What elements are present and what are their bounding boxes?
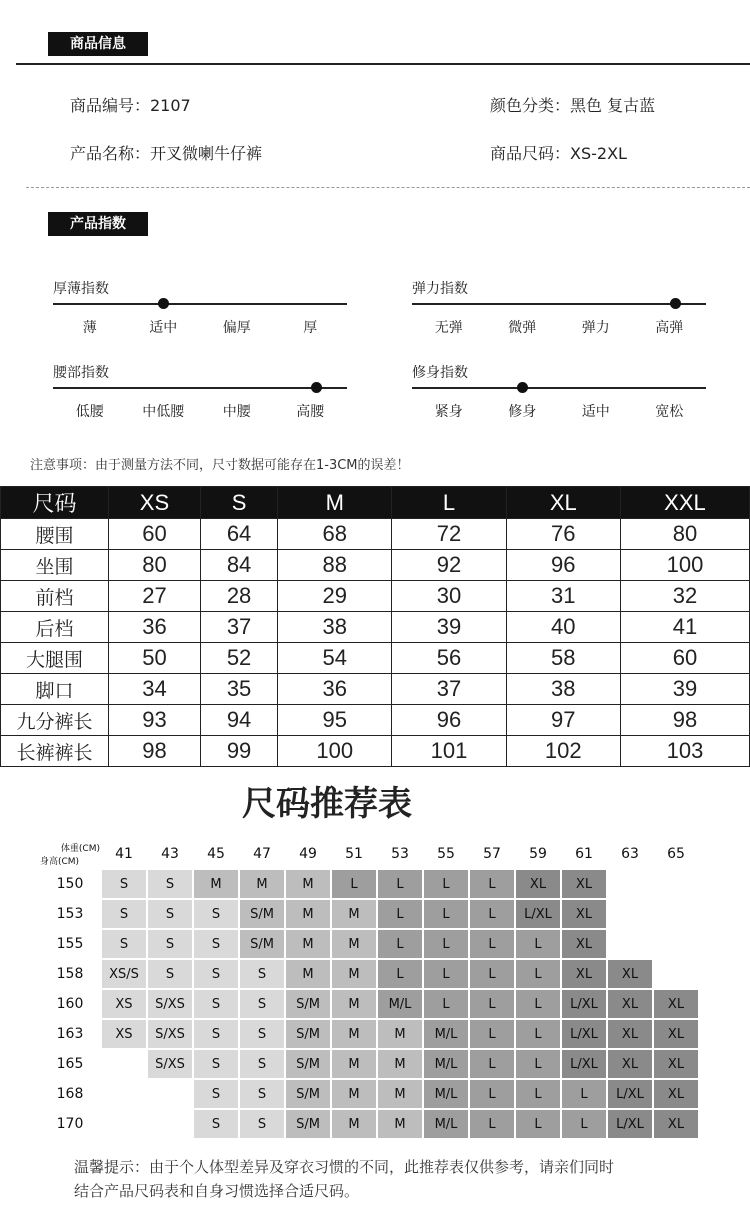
- recommend-cell: L/XL: [562, 1050, 606, 1078]
- size-cell: 94: [200, 705, 277, 736]
- index-marker: [517, 382, 528, 393]
- recommend-cell: L: [562, 1080, 606, 1108]
- weight-header: 65: [654, 840, 698, 868]
- recommend-cell: L/XL: [608, 1110, 652, 1138]
- recommend-cell: S: [102, 930, 146, 958]
- recommend-cell: L/XL: [562, 990, 606, 1018]
- recommend-cell: XL: [654, 1050, 698, 1078]
- size-cell: 32: [620, 581, 749, 612]
- index-label: 中低腰: [142, 404, 185, 420]
- size-cell: 92: [392, 550, 506, 581]
- recommend-cell: L: [470, 990, 514, 1018]
- index-label: 薄: [82, 320, 97, 336]
- recommend-cell: S: [240, 990, 284, 1018]
- size-row-label: 坐围: [1, 550, 109, 581]
- height-header: 165: [40, 1050, 100, 1078]
- size-row: [1, 612, 750, 643]
- weight-header: 53: [378, 840, 422, 868]
- size-cell: 31: [506, 581, 620, 612]
- size-cell: 80: [109, 550, 201, 581]
- recommend-cell: L: [470, 1050, 514, 1078]
- size-row: [1, 736, 750, 767]
- size-header-cell: XXL: [620, 487, 749, 519]
- size-range: 商品尺码：XS-2XL: [490, 144, 627, 163]
- recommend-cell: XL: [608, 1020, 652, 1048]
- recommend-cell: L: [516, 1080, 560, 1108]
- dotted-divider: [26, 187, 750, 188]
- size-cell: 76: [506, 519, 620, 550]
- size-cell: 96: [392, 705, 506, 736]
- recommend-cell: L: [332, 870, 376, 898]
- recommend-cell: XL: [562, 930, 606, 958]
- size-cell: 27: [109, 581, 201, 612]
- recommend-cell: XS: [102, 1020, 146, 1048]
- recommend-cell: L: [378, 930, 422, 958]
- weight-header: 63: [608, 840, 652, 868]
- product-index-tag: 产品指数: [48, 212, 148, 236]
- recommend-cell: M/L: [378, 990, 422, 1018]
- size-cell: 29: [278, 581, 392, 612]
- weight-header: 45: [194, 840, 238, 868]
- size-cell: 52: [200, 643, 277, 674]
- recommend-cell: S/XS: [148, 1020, 192, 1048]
- size-row: [1, 550, 750, 581]
- size-row: [1, 643, 750, 674]
- size-cell: 68: [278, 519, 392, 550]
- size-row-label: 长裤裤长: [1, 736, 109, 767]
- recommend-title: 尺码推荐表: [242, 784, 412, 824]
- recommend-cell: [654, 900, 698, 928]
- recommend-cell: S/XS: [148, 990, 192, 1018]
- size-cell: 58: [506, 643, 620, 674]
- size-cell: 41: [620, 612, 749, 643]
- recommend-cell: XL: [562, 960, 606, 988]
- recommend-row: [40, 1050, 698, 1078]
- index-title: 修身指数: [412, 365, 468, 381]
- item-number: 商品编号：2107: [70, 96, 191, 115]
- recommend-cell: M: [286, 900, 330, 928]
- recommend-row: [40, 870, 698, 898]
- recommend-cell: [102, 1080, 146, 1108]
- recommend-cell: L: [470, 900, 514, 928]
- size-cell: 80: [620, 519, 749, 550]
- recommend-cell: M: [286, 960, 330, 988]
- recommend-cell: M: [286, 930, 330, 958]
- recommend-cell: M: [332, 900, 376, 928]
- height-header: 163: [40, 1020, 100, 1048]
- recommend-row: [40, 930, 698, 958]
- weight-header: 47: [240, 840, 284, 868]
- size-row: [1, 581, 750, 612]
- index-marker: [311, 382, 322, 393]
- size-cell: 88: [278, 550, 392, 581]
- size-cell: 38: [506, 674, 620, 705]
- recommend-cell: L: [470, 1080, 514, 1108]
- recommend-cell: M: [286, 870, 330, 898]
- size-cell: 84: [200, 550, 277, 581]
- size-row-label: 脚口: [1, 674, 109, 705]
- size-cell: 98: [620, 705, 749, 736]
- weight-header: 43: [148, 840, 192, 868]
- index-title: 弹力指数: [412, 281, 468, 297]
- recommend-cell: XL: [654, 1080, 698, 1108]
- size-header-cell: XS: [109, 487, 201, 519]
- size-cell: 34: [109, 674, 201, 705]
- recommend-cell: XL: [608, 990, 652, 1018]
- index-2: [53, 362, 347, 421]
- product-name: 产品名称：开叉微喇牛仔裤: [70, 144, 263, 163]
- index-label: 低腰: [75, 404, 104, 420]
- size-row: [1, 705, 750, 736]
- recommend-cell: XS/S: [102, 960, 146, 988]
- recommend-cell: S: [240, 1110, 284, 1138]
- recommend-cell: S: [194, 960, 238, 988]
- recommend-cell: M: [332, 990, 376, 1018]
- recommend-cell: L: [562, 1110, 606, 1138]
- size-row-label: 前档: [1, 581, 109, 612]
- size-row: [1, 674, 750, 705]
- recommend-cell: XS: [102, 990, 146, 1018]
- size-cell: 101: [392, 736, 506, 767]
- index-track: [412, 303, 706, 305]
- recommend-row: [40, 960, 698, 988]
- recommend-row: [40, 900, 698, 928]
- recommend-cell: S: [194, 1020, 238, 1048]
- size-cell: 28: [200, 581, 277, 612]
- color-options: 颜色分类：黑色 复古蓝: [490, 96, 656, 115]
- recommend-row: [40, 1020, 698, 1048]
- measurement-note: 注意事项：由于测量方法不同，尺寸数据可能存在1-3CM的误差！: [30, 458, 410, 473]
- recommend-cell: S/M: [286, 1020, 330, 1048]
- recommend-cell: M: [378, 1110, 422, 1138]
- recommend-row: [40, 1110, 698, 1138]
- recommend-cell: [608, 930, 652, 958]
- size-header-cell: S: [200, 487, 277, 519]
- recommend-cell: M: [240, 870, 284, 898]
- recommend-cell: L: [470, 960, 514, 988]
- recommend-cell: M: [332, 1020, 376, 1048]
- size-cell: 60: [109, 519, 201, 550]
- size-cell: 95: [278, 705, 392, 736]
- corner-weight-label: 体重(CM): [60, 844, 100, 854]
- recommend-cell: M: [378, 1020, 422, 1048]
- size-header-cell: XL: [506, 487, 620, 519]
- recommend-cell: S: [194, 990, 238, 1018]
- index-label: 弹力: [581, 320, 610, 336]
- weight-header: 61: [562, 840, 606, 868]
- size-row-label: 九分裤长: [1, 705, 109, 736]
- recommend-cell: L: [470, 1020, 514, 1048]
- height-header: 160: [40, 990, 100, 1018]
- size-cell: 30: [392, 581, 506, 612]
- size-header-cell: L: [392, 487, 506, 519]
- height-header: 170: [40, 1110, 100, 1138]
- recommend-cell: S: [240, 1080, 284, 1108]
- index-label: 偏厚: [222, 320, 251, 336]
- recommend-cell: M: [332, 930, 376, 958]
- index-track: [412, 387, 706, 389]
- recommend-cell: M: [378, 1080, 422, 1108]
- recommend-cell: S: [148, 960, 192, 988]
- index-marker: [158, 298, 169, 309]
- index-1: [412, 278, 706, 337]
- divider: [16, 63, 750, 65]
- height-header: 155: [40, 930, 100, 958]
- size-cell: 98: [109, 736, 201, 767]
- size-cell: 37: [392, 674, 506, 705]
- recommend-cell: XL: [654, 990, 698, 1018]
- index-label: 修身: [508, 404, 537, 420]
- recommend-cell: M: [332, 1110, 376, 1138]
- index-0: [53, 278, 347, 337]
- recommend-cell: [654, 960, 698, 988]
- size-cell: 38: [278, 612, 392, 643]
- size-cell: 60: [620, 643, 749, 674]
- recommend-cell: L: [516, 990, 560, 1018]
- index-label: 宽松: [655, 404, 684, 420]
- size-cell: 72: [392, 519, 506, 550]
- recommend-cell: L: [516, 960, 560, 988]
- size-cell: 102: [506, 736, 620, 767]
- height-header: 153: [40, 900, 100, 928]
- size-cell: 93: [109, 705, 201, 736]
- recommend-cell: S: [194, 900, 238, 928]
- size-cell: 40: [506, 612, 620, 643]
- height-header: 168: [40, 1080, 100, 1108]
- size-cell: 99: [200, 736, 277, 767]
- recommend-cell: L: [424, 930, 468, 958]
- size-cell: 37: [200, 612, 277, 643]
- recommend-cell: [608, 900, 652, 928]
- recommend-cell: L: [516, 1020, 560, 1048]
- index-label: 紧身: [434, 404, 463, 420]
- recommend-cell: XL: [654, 1020, 698, 1048]
- recommend-row: [40, 1080, 698, 1108]
- size-cell: 64: [200, 519, 277, 550]
- product-info-tag: 商品信息: [48, 32, 148, 56]
- recommend-cell: L: [378, 870, 422, 898]
- recommend-cell: M/L: [424, 1050, 468, 1078]
- weight-header: 51: [332, 840, 376, 868]
- size-cell: 39: [392, 612, 506, 643]
- recommend-cell: S: [240, 1050, 284, 1078]
- weight-header: 55: [424, 840, 468, 868]
- index-label: 厚: [303, 320, 318, 336]
- index-track: [53, 303, 347, 305]
- size-row-label: 大腿围: [1, 643, 109, 674]
- recommend-cell: XL: [654, 1110, 698, 1138]
- recommend-cell: L: [470, 1110, 514, 1138]
- size-cell: 103: [620, 736, 749, 767]
- recommend-cell: S/M: [286, 1050, 330, 1078]
- recommend-cell: L: [424, 870, 468, 898]
- recommend-cell: XL: [608, 960, 652, 988]
- recommend-cell: L: [424, 990, 468, 1018]
- recommend-cell: S: [148, 930, 192, 958]
- size-table: [0, 486, 750, 767]
- recommend-cell: [148, 1080, 192, 1108]
- index-label: 高腰: [296, 404, 325, 420]
- recommend-table: [38, 838, 700, 1140]
- recommend-cell: S: [194, 1050, 238, 1078]
- recommend-cell: S: [148, 870, 192, 898]
- recommend-cell: XL: [562, 900, 606, 928]
- recommend-cell: S: [194, 1080, 238, 1108]
- recommend-cell: [148, 1110, 192, 1138]
- recommend-cell: [102, 1050, 146, 1078]
- recommend-cell: S/M: [240, 900, 284, 928]
- recommend-cell: S/XS: [148, 1050, 192, 1078]
- recommend-cell: M/L: [424, 1110, 468, 1138]
- recommend-cell: [654, 930, 698, 958]
- recommend-cell: S: [148, 900, 192, 928]
- recommend-cell: XL: [608, 1050, 652, 1078]
- weight-header: 41: [102, 840, 146, 868]
- index-label: 适中: [581, 404, 610, 420]
- recommend-cell: S/M: [286, 1080, 330, 1108]
- recommend-cell: L: [470, 870, 514, 898]
- weight-header: 57: [470, 840, 514, 868]
- recommend-cell: M: [194, 870, 238, 898]
- recommend-cell: L: [424, 900, 468, 928]
- index-title: 厚薄指数: [53, 281, 109, 297]
- recommend-cell: M/L: [424, 1080, 468, 1108]
- size-cell: 36: [278, 674, 392, 705]
- recommend-cell: L/XL: [562, 1020, 606, 1048]
- recommend-cell: M: [332, 960, 376, 988]
- size-cell: 54: [278, 643, 392, 674]
- index-label: 中腰: [222, 404, 251, 420]
- recommend-cell: L/XL: [516, 900, 560, 928]
- weight-header: 49: [286, 840, 330, 868]
- corner-height-label: 身高(CM): [40, 857, 80, 867]
- index-label: 无弹: [434, 320, 463, 336]
- size-cell: 100: [278, 736, 392, 767]
- index-label: 适中: [149, 320, 178, 336]
- recommend-row: [40, 990, 698, 1018]
- recommend-cell: L: [378, 960, 422, 988]
- recommend-cell: S/M: [286, 990, 330, 1018]
- recommend-cell: L: [424, 960, 468, 988]
- size-header-cell: M: [278, 487, 392, 519]
- recommend-cell: [654, 870, 698, 898]
- recommend-cell: L: [516, 1110, 560, 1138]
- recommend-cell: [102, 1110, 146, 1138]
- recommend-cell: M/L: [424, 1020, 468, 1048]
- recommend-cell: S: [240, 1020, 284, 1048]
- size-row-label: 后档: [1, 612, 109, 643]
- size-cell: 97: [506, 705, 620, 736]
- height-header: 158: [40, 960, 100, 988]
- recommend-cell: L: [470, 930, 514, 958]
- recommend-cell: S: [102, 870, 146, 898]
- recommend-cell: S: [102, 900, 146, 928]
- recommend-cell: XL: [516, 870, 560, 898]
- size-row: [1, 519, 750, 550]
- size-cell: 35: [200, 674, 277, 705]
- index-marker: [670, 298, 681, 309]
- recommend-cell: S: [194, 1110, 238, 1138]
- recommend-corner: [40, 840, 100, 868]
- size-table-header: [1, 487, 750, 519]
- recommend-cell: L: [516, 930, 560, 958]
- recommend-cell: L: [516, 1050, 560, 1078]
- size-row-label: 腰围: [1, 519, 109, 550]
- recommend-cell: [608, 870, 652, 898]
- index-label: 高弹: [655, 320, 684, 336]
- index-3: [412, 362, 706, 421]
- size-cell: 50: [109, 643, 201, 674]
- weight-header: 59: [516, 840, 560, 868]
- recommend-cell: S/M: [240, 930, 284, 958]
- size-cell: 100: [620, 550, 749, 581]
- size-cell: 39: [620, 674, 749, 705]
- recommend-cell: S: [194, 930, 238, 958]
- size-cell: 96: [506, 550, 620, 581]
- index-label: 微弹: [508, 320, 537, 336]
- index-title: 腰部指数: [53, 365, 109, 381]
- size-cell: 56: [392, 643, 506, 674]
- recommend-cell: L/XL: [608, 1080, 652, 1108]
- tip-line-2: 结合产品尺码表和自身习惯选择合适尺码。: [74, 1182, 360, 1200]
- recommend-cell: XL: [562, 870, 606, 898]
- height-header: 150: [40, 870, 100, 898]
- recommend-cell: M: [332, 1080, 376, 1108]
- size-cell: 36: [109, 612, 201, 643]
- recommend-cell: M: [332, 1050, 376, 1078]
- recommend-cell: L: [378, 900, 422, 928]
- recommend-cell: M: [378, 1050, 422, 1078]
- recommend-cell: S: [240, 960, 284, 988]
- size-header-cell: 尺码: [1, 487, 109, 519]
- recommend-cell: S/M: [286, 1110, 330, 1138]
- tip-line-1: 温馨提示：由于个人体型差异及穿衣习惯的不同，此推荐表仅供参考，请亲们同时: [74, 1158, 615, 1176]
- index-track: [53, 387, 347, 389]
